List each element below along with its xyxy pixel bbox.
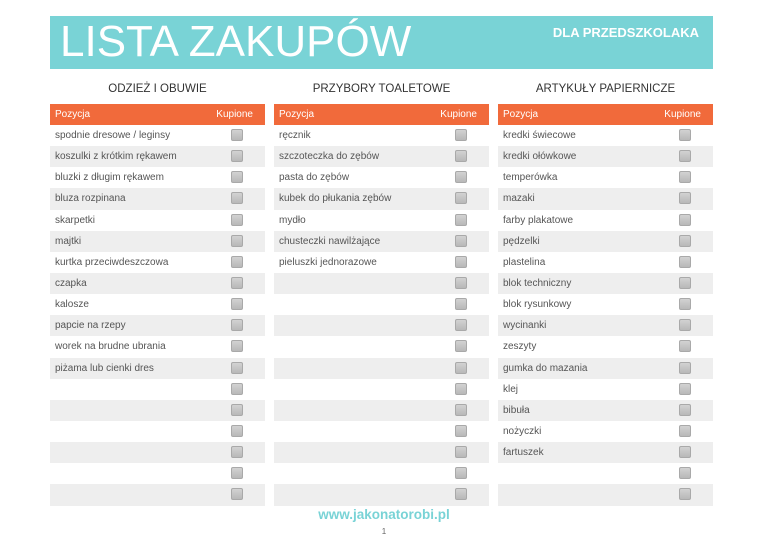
bought-checkbox[interactable] (679, 171, 691, 183)
bought-checkbox[interactable] (231, 298, 243, 310)
item-label: kredki świecowe (503, 130, 576, 141)
table-row (274, 146, 489, 167)
bought-checkbox[interactable] (455, 192, 467, 204)
bought-checkbox[interactable] (231, 214, 243, 226)
table-row (50, 231, 265, 252)
item-label: skarpetki (55, 214, 96, 226)
table-row (274, 315, 489, 336)
item-label: plastelina (503, 256, 546, 268)
table-row (498, 294, 713, 315)
bought-checkbox[interactable] (679, 235, 691, 247)
bought-checkbox[interactable] (679, 129, 691, 141)
column-stationery (498, 78, 713, 506)
bought-checkbox[interactable] (231, 171, 243, 183)
header-bought: Kupione (216, 109, 253, 120)
bought-checkbox[interactable] (679, 383, 691, 395)
bought-checkbox[interactable] (679, 488, 691, 500)
item-label: klej (503, 383, 519, 395)
bought-checkbox[interactable] (455, 362, 467, 374)
bought-checkbox[interactable] (679, 298, 691, 310)
table-row (50, 125, 265, 146)
column-heading: ARTYKUŁY PAPIERNICZE (535, 83, 676, 95)
table-row (50, 188, 265, 209)
bought-checkbox[interactable] (679, 467, 691, 479)
table-row (274, 294, 489, 315)
item-label: bibuła (503, 404, 530, 416)
header-position: Pozycja (503, 109, 539, 120)
shopping-table (50, 104, 265, 506)
item-label: majtki (55, 235, 82, 247)
table-row (50, 484, 265, 505)
bought-checkbox[interactable] (455, 214, 467, 226)
bought-checkbox[interactable] (231, 277, 243, 289)
item-label: worek na brudne ubrania (55, 341, 166, 353)
bought-checkbox[interactable] (231, 467, 243, 479)
bought-checkbox[interactable] (455, 319, 467, 331)
table-row (50, 252, 265, 273)
table-row (498, 167, 713, 188)
bought-checkbox[interactable] (679, 150, 691, 162)
table-row (498, 210, 713, 231)
bought-checkbox[interactable] (455, 129, 467, 141)
bought-checkbox[interactable] (455, 235, 467, 247)
item-label: pędzelki (503, 235, 540, 247)
table-row (498, 484, 713, 505)
bought-checkbox[interactable] (455, 488, 467, 500)
bought-checkbox[interactable] (455, 340, 467, 352)
bought-checkbox[interactable] (455, 256, 467, 268)
bought-checkbox[interactable] (679, 404, 691, 416)
item-label: papcie na rzepy (55, 320, 126, 332)
table-row (50, 210, 265, 231)
bought-checkbox[interactable] (679, 425, 691, 437)
item-label: kubek do płukania zębów (279, 193, 392, 205)
bought-checkbox[interactable] (679, 446, 691, 458)
table-row (498, 463, 713, 484)
table-row (274, 442, 489, 463)
bought-checkbox[interactable] (231, 383, 243, 395)
column-toiletries (274, 78, 489, 506)
bought-checkbox[interactable] (455, 467, 467, 479)
table-row (498, 442, 713, 463)
column-heading: PRZYBORY TOALETOWE (312, 83, 451, 95)
table-row (50, 273, 265, 294)
table-body (274, 125, 489, 506)
table-row (274, 358, 489, 379)
table-row (50, 146, 265, 167)
table-row (274, 400, 489, 421)
table-row (274, 273, 489, 294)
item-label: kredki ołówkowe (503, 151, 577, 163)
table-row (274, 379, 489, 400)
item-label: kalosze (55, 299, 89, 311)
item-label: piżama lub cienki dres (55, 362, 154, 374)
bought-checkbox[interactable] (231, 319, 243, 331)
bought-checkbox[interactable] (231, 425, 243, 437)
bought-checkbox[interactable] (455, 383, 467, 395)
bought-checkbox[interactable] (679, 319, 691, 331)
bought-checkbox[interactable] (679, 256, 691, 268)
item-label: blok techniczny (503, 277, 572, 289)
item-label: pieluszki jednorazowe (279, 256, 377, 268)
table-row (498, 273, 713, 294)
item-label: bluza rozpinana (55, 193, 126, 205)
shopping-table (274, 104, 489, 506)
bought-checkbox[interactable] (231, 446, 243, 458)
header-position: Pozycja (55, 109, 91, 120)
table-row (50, 379, 265, 400)
item-label: bluzki z długim rękawem (55, 172, 164, 184)
page-title: LISTA ZAKUPÓW (60, 17, 412, 66)
bought-checkbox[interactable] (231, 340, 243, 352)
item-label: kurtka przeciwdeszczowa (55, 256, 169, 268)
bought-checkbox[interactable] (455, 298, 467, 310)
table-row (498, 146, 713, 167)
page-number: 1 (381, 527, 387, 536)
bought-checkbox[interactable] (231, 129, 243, 141)
table-row (498, 358, 713, 379)
table-row (498, 336, 713, 357)
item-label: koszulki z krótkim rękawem (55, 151, 177, 163)
table-header (274, 104, 489, 125)
bought-checkbox[interactable] (679, 362, 691, 374)
footer-link[interactable]: www.jakonatorobi.pl (318, 507, 450, 522)
table-row (498, 421, 713, 442)
table-row (50, 167, 265, 188)
bought-checkbox[interactable] (455, 171, 467, 183)
table-row (274, 188, 489, 209)
table-row (50, 358, 265, 379)
item-label: spodnie dresowe / leginsy (55, 130, 171, 141)
header-bought: Kupione (664, 109, 701, 120)
table-row (274, 336, 489, 357)
bought-checkbox[interactable] (231, 488, 243, 500)
table-row (498, 400, 713, 421)
bought-checkbox[interactable] (455, 277, 467, 289)
header-position: Pozycja (279, 109, 315, 120)
bought-checkbox[interactable] (231, 192, 243, 204)
item-label: czapka (55, 277, 87, 289)
item-label: fartuszek (503, 447, 544, 459)
bought-checkbox[interactable] (679, 192, 691, 204)
item-label: blok rysunkowy (503, 299, 572, 311)
table-row (50, 294, 265, 315)
table-body (50, 125, 265, 506)
bought-checkbox[interactable] (231, 150, 243, 162)
bought-checkbox[interactable] (679, 340, 691, 352)
table-header (498, 104, 713, 125)
item-label: nożyczki (503, 425, 542, 437)
table-body (498, 125, 713, 506)
item-label: chusteczki nawilżające (279, 235, 381, 247)
item-label: pasta do zębów (279, 172, 350, 184)
page-subtitle: DLA PRZEDSZKOLAKA (552, 25, 699, 40)
bought-checkbox[interactable] (455, 446, 467, 458)
bought-checkbox[interactable] (231, 256, 243, 268)
table-row (50, 442, 265, 463)
table-row (274, 210, 489, 231)
table-row (274, 252, 489, 273)
table-row (274, 484, 489, 505)
column-clothing (50, 78, 265, 506)
item-label: zeszyty (503, 341, 537, 353)
bought-checkbox[interactable] (679, 277, 691, 289)
column-heading: ODZIEŻ I OBUWIE (108, 83, 207, 95)
table-row (498, 379, 713, 400)
table-row (498, 315, 713, 336)
table-row (274, 421, 489, 442)
table-row (274, 167, 489, 188)
item-label: ręcznik (279, 130, 311, 141)
title-banner (50, 16, 713, 69)
table-row (50, 421, 265, 442)
table-row (274, 231, 489, 252)
item-label: mazaki (503, 193, 535, 205)
header-bought: Kupione (440, 109, 477, 120)
table-row (274, 463, 489, 484)
table-row (50, 463, 265, 484)
table-row (498, 125, 713, 146)
bought-checkbox[interactable] (455, 425, 467, 437)
table-header (50, 104, 265, 125)
item-label: szczoteczka do zębów (279, 151, 380, 163)
bought-checkbox[interactable] (231, 404, 243, 416)
table-row (50, 336, 265, 357)
item-label: gumka do mazania (503, 362, 588, 374)
item-label: wycinanki (503, 320, 547, 332)
table-row (498, 231, 713, 252)
bought-checkbox[interactable] (231, 235, 243, 247)
bought-checkbox[interactable] (455, 404, 467, 416)
item-label: temperówka (503, 172, 558, 184)
table-row (50, 315, 265, 336)
table-row (498, 188, 713, 209)
table-row (274, 125, 489, 146)
table-row (50, 400, 265, 421)
item-label: farby plakatowe (503, 214, 574, 226)
table-row (498, 252, 713, 273)
shopping-table (498, 104, 713, 506)
bought-checkbox[interactable] (679, 214, 691, 226)
item-label: mydło (279, 214, 306, 226)
bought-checkbox[interactable] (231, 362, 243, 374)
bought-checkbox[interactable] (455, 150, 467, 162)
